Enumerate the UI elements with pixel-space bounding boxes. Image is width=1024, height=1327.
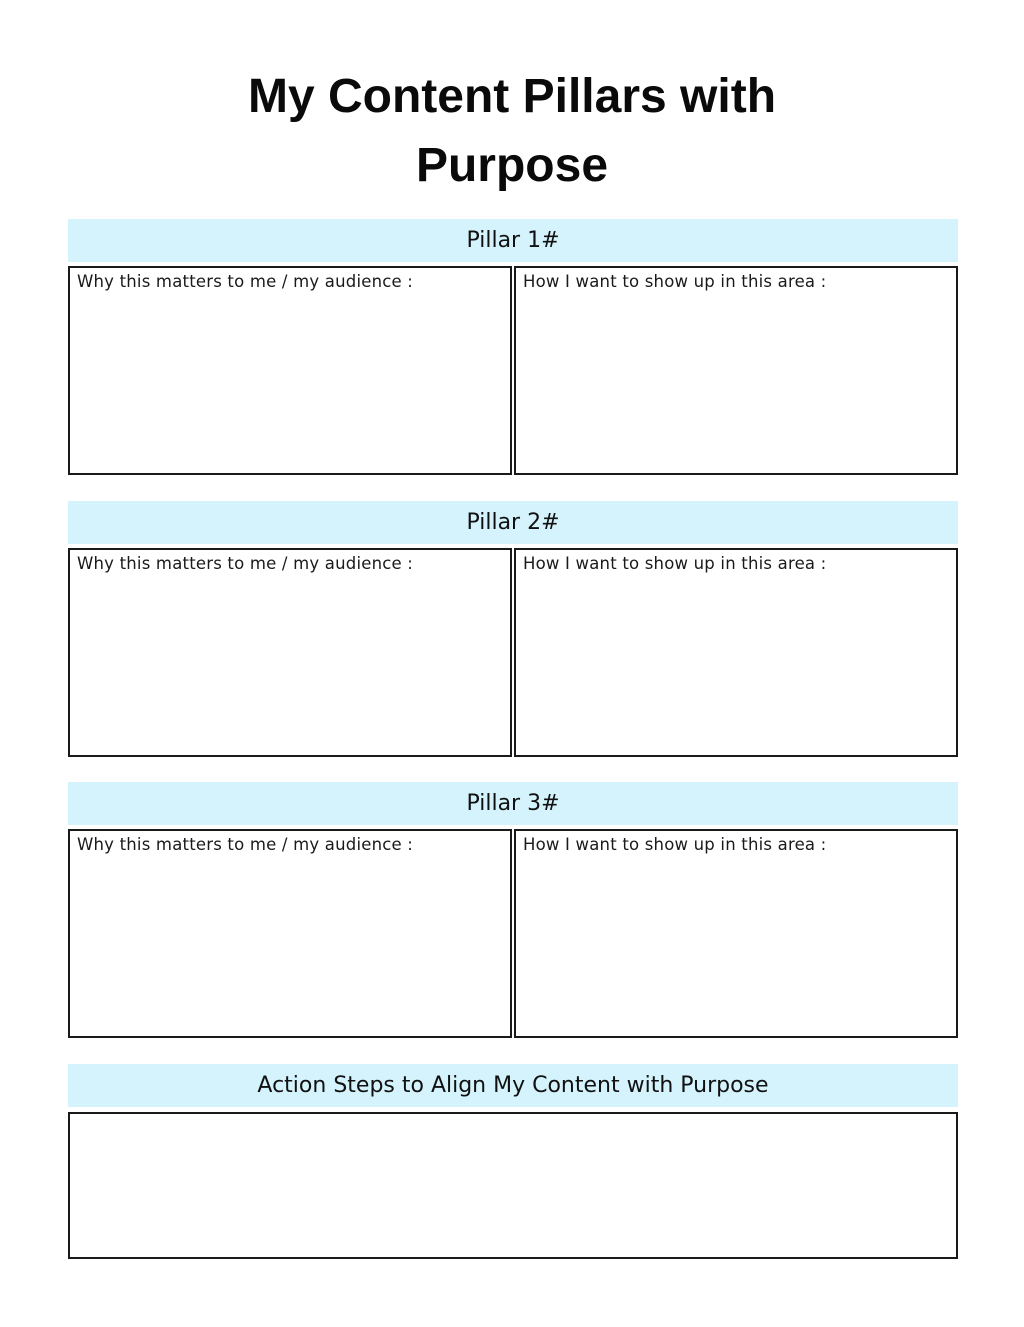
pillar-1-how-label: How I want to show up in this area : <box>523 272 827 291</box>
pillar-2-heading: Pillar 2# <box>68 501 958 544</box>
page-title <box>202 62 822 200</box>
pillar-2-why-box[interactable] <box>68 548 512 757</box>
pillar-2-how-box[interactable] <box>514 548 958 757</box>
pillar-1-how-box[interactable] <box>514 266 958 475</box>
pillar-3-heading: Pillar 3# <box>68 782 958 825</box>
pillar-3-how-box[interactable] <box>514 829 958 1038</box>
pillar-1-heading: Pillar 1# <box>68 219 958 262</box>
pillar-1-why-label: Why this matters to me / my audience : <box>77 272 414 291</box>
action-steps-box[interactable] <box>68 1112 958 1259</box>
pillar-1-why-box[interactable] <box>68 266 512 475</box>
page-title-text: My Content Pillars with Purpose <box>247 70 777 192</box>
pillar-2-why-label: Why this matters to me / my audience : <box>77 554 414 573</box>
pillar-2-how-label: How I want to show up in this area : <box>523 554 827 573</box>
pillar-3-why-box[interactable] <box>68 829 512 1038</box>
pillar-3-how-label: How I want to show up in this area : <box>523 835 827 854</box>
pillar-3-why-label: Why this matters to me / my audience : <box>77 835 414 854</box>
action-steps-heading: Action Steps to Align My Content with Purpose <box>68 1064 958 1107</box>
